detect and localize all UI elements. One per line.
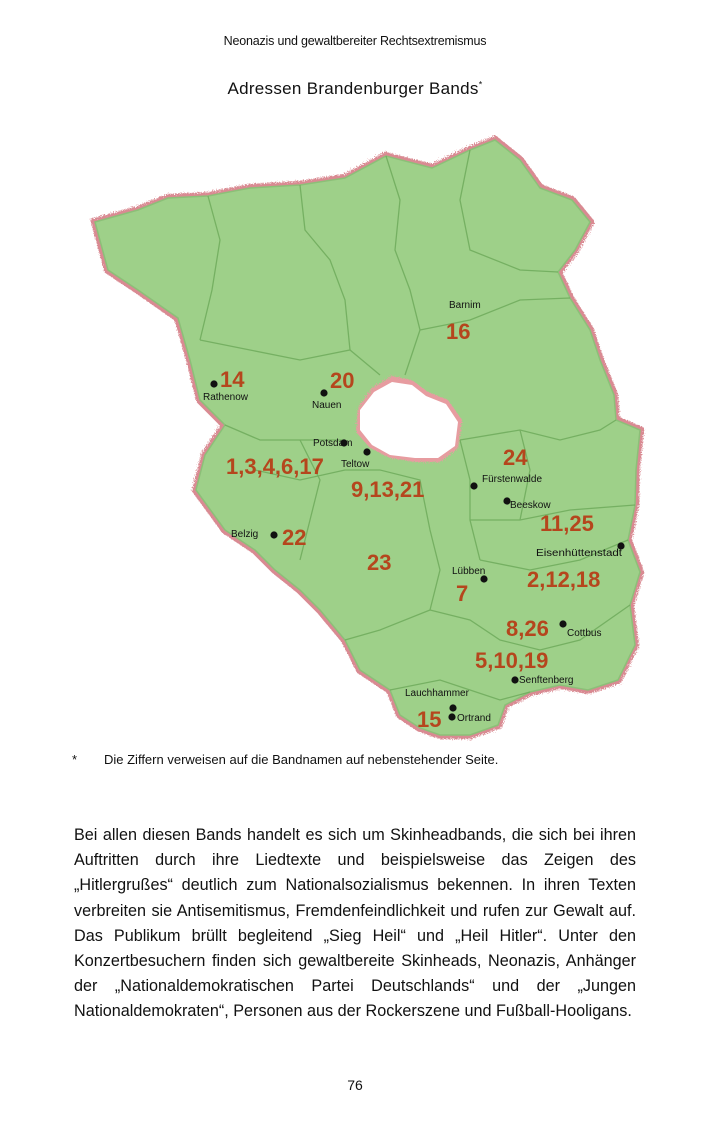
map-title (0, 79, 710, 99)
footnote-marker: * (72, 752, 78, 767)
band-number-cottbus: 8,26 (506, 616, 549, 641)
band-number-beeskow: 11,25 (540, 511, 594, 536)
band-number-nauen: 20 (330, 368, 355, 393)
place-label-ortrand: Ortrand (457, 713, 491, 724)
band-number-senftenberg: 5,10,19 (475, 648, 549, 673)
place-label-eisenhuettenstadt: Eisenhüttenstadt (536, 548, 623, 559)
brandenburg-map (0, 120, 710, 750)
place-label-nauen: Nauen (312, 400, 342, 411)
map-title-footnote-mark: * (478, 79, 483, 90)
band-number-luebben: 7 (456, 581, 469, 606)
city-dot-rathenow (210, 380, 217, 387)
city-dot-cottbus (559, 620, 566, 627)
city-dot-fuerstenwalde (470, 482, 477, 489)
city-dot-belzig (270, 531, 277, 538)
place-label-beeskow: Beeskow (510, 500, 551, 511)
map-title-text: Adressen Brandenburger Bands (227, 79, 479, 98)
page-number: 76 (347, 1077, 363, 1093)
place-label-fuerstenwalde: Fürstenwalde (482, 474, 543, 485)
band-number-potsdam: 1,3,4,6,17 (226, 454, 324, 479)
band-number-rathenow: 14 (220, 367, 245, 392)
place-label-potsdam: Potsdam (313, 438, 353, 449)
place-label-luebben: Lübben (452, 566, 486, 577)
band-number-fuerstenwalde: 24 (503, 445, 528, 470)
band-number-ortrand: 15 (417, 707, 442, 732)
place-label-cottbus: Cottbus (567, 628, 602, 639)
running-head: Neonazis und gewaltbereiter Rechtsextremismus (223, 34, 487, 48)
band-number-teltow: 9,13,21 (351, 477, 425, 502)
city-dot-nauen (320, 389, 327, 396)
place-label-barnim: Barnim (449, 300, 481, 311)
place-label-teltow: Teltow (341, 459, 370, 470)
map-footnote (72, 752, 672, 767)
place-label-lauchhammer: Lauchhammer (405, 688, 469, 699)
place-label-senftenberg: Senftenberg (519, 675, 574, 686)
place-label-rathenow: Rathenow (203, 392, 249, 403)
city-dot-ortrand (448, 713, 455, 720)
band-number-belzig: 22 (282, 525, 307, 550)
footnote-text: Die Ziffern verweisen auf die Bandnamen auf nebenstehender Seite. (104, 752, 499, 767)
band-number-eisenhuettenstadt: 2,12,18 (527, 567, 601, 592)
place-label-belzig: Belzig (231, 529, 259, 540)
body-paragraph: Bei allen diesen Bands handelt es sich um Skinheadbands, die sich bei ihren Auftritten durch ihre Liedtexte und beispielsweise das Zeigen des „Hitlergrußes“ deutlich zum Nationalsozialismus bekennen. In ihren Texten verbreiten sie Antisemitismus, Fremdenfeindlichkeit und rufen zur Gewalt auf. Das Publikum brüllt begleitend „Sieg Heil“ und „Heil Hitler“. Unter den Konzertbesuchern finden sich gewaltbereite Skinheads, Neonazis, Anhänger der „Nationaldemokratischen Partei Deutschlands“ und der „Jungen Nationaldemokraten“, Personen aus der Rockerszene und Fußball-Hooligans. (74, 826, 636, 1021)
band-number-barnim: 16 (446, 319, 471, 344)
city-dot-senftenberg (511, 676, 518, 683)
city-dot-lauchhammer (449, 704, 456, 711)
city-dot-teltow (363, 448, 370, 455)
band-number-region-23: 23 (367, 550, 392, 575)
